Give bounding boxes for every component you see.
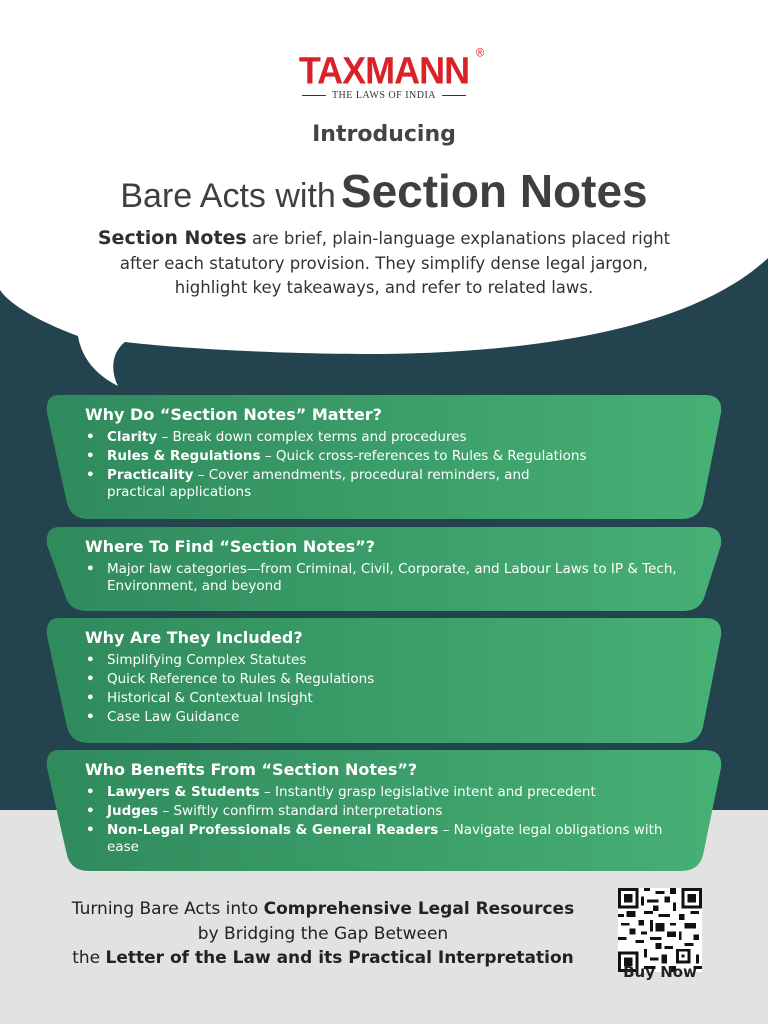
item-bold: Practicality	[107, 467, 194, 483]
logo-tagline: THE LAWS OF INDIA	[331, 90, 437, 101]
buy-now-label[interactable]: Buy Now	[623, 963, 697, 981]
intro-heading: Introducing	[312, 122, 456, 147]
item-text: Quick Reference to Rules & Regulations	[107, 671, 375, 687]
item-text: – Quick cross-references to Rules & Regulations	[260, 448, 587, 464]
item-text: – Break down complex terms and procedures	[157, 429, 467, 445]
item-bold: Non-Legal Professionals & General Readers	[107, 822, 439, 838]
item-text: Simplifying Complex Statutes	[107, 652, 307, 668]
list-item	[85, 429, 687, 446]
item-text: – Instantly grasp legislative intent and precedent	[259, 784, 596, 800]
list-item	[85, 803, 687, 820]
card-title: Who Benefits From “Section Notes”?	[85, 760, 418, 779]
item-text: Major law categories—from Criminal, Civil, Corporate, and Labour Laws to IP & Tech, Environment, and beyond	[107, 561, 677, 594]
item-text: – Navigate legal obligations with ease	[107, 822, 663, 855]
list-item	[85, 671, 687, 688]
list-item	[85, 690, 687, 707]
item-text: Historical & Contextual Insight	[107, 690, 313, 706]
list-item	[85, 784, 687, 801]
description	[40, 226, 728, 301]
item-bold: Judges	[107, 803, 159, 819]
list-item	[85, 822, 687, 856]
footer-line-2: by Bridging the Gap Between	[197, 923, 449, 944]
item-text: – Cover amendments, procedural reminders, and practical applications	[107, 467, 530, 500]
description-line-3: highlight key takeaways, and refer to related laws.	[174, 278, 594, 297]
item-bold: Rules & Regulations	[107, 448, 261, 464]
taxmann-logo	[0, 46, 768, 101]
description-line-2: after each statutory provision. They simplify dense legal jargon,	[119, 253, 649, 273]
description-lead: Section Notes	[97, 227, 247, 249]
title-emphasis: Section Notes	[340, 165, 648, 217]
item-text: – Swiftly confirm standard interpretations	[158, 803, 443, 819]
item-text: Case Law Guidance	[107, 709, 240, 725]
logo-wordmark: TAXMANN	[298, 48, 470, 92]
list-item	[85, 448, 687, 465]
tagline-rule-left	[302, 95, 326, 96]
description-line-1: are brief, plain-language explanations placed right	[251, 229, 671, 248]
list-item	[85, 709, 687, 726]
registered-mark: ®	[476, 46, 484, 60]
footer-line-3-bold: Letter of the Law and its Practical Interpretation	[105, 948, 574, 968]
card-who-benefits	[45, 750, 723, 871]
card-title: Why Do “Section Notes” Matter?	[85, 405, 382, 424]
item-bold: Clarity	[107, 429, 158, 445]
qr-code-icon[interactable]	[618, 888, 702, 972]
title-prefix: Bare Acts with	[120, 177, 336, 215]
list-item	[85, 561, 687, 595]
card-title: Why Are They Included?	[85, 628, 303, 647]
footer-line-3-plain: the	[72, 948, 101, 968]
footer-line-1-bold: Comprehensive Legal Resources	[263, 899, 575, 919]
card-where-find	[45, 527, 723, 611]
card-title: Where To Find “Section Notes”?	[85, 537, 376, 556]
footer-tagline	[40, 897, 606, 971]
tagline-rule-right	[442, 95, 466, 96]
footer-line-1-plain: Turning Bare Acts into	[71, 899, 259, 919]
list-item	[85, 467, 547, 501]
card-why-included	[45, 618, 723, 743]
list-item	[85, 652, 687, 669]
page-title	[0, 164, 768, 218]
item-bold: Lawyers & Students	[107, 784, 260, 800]
card-why-matter	[45, 395, 723, 519]
